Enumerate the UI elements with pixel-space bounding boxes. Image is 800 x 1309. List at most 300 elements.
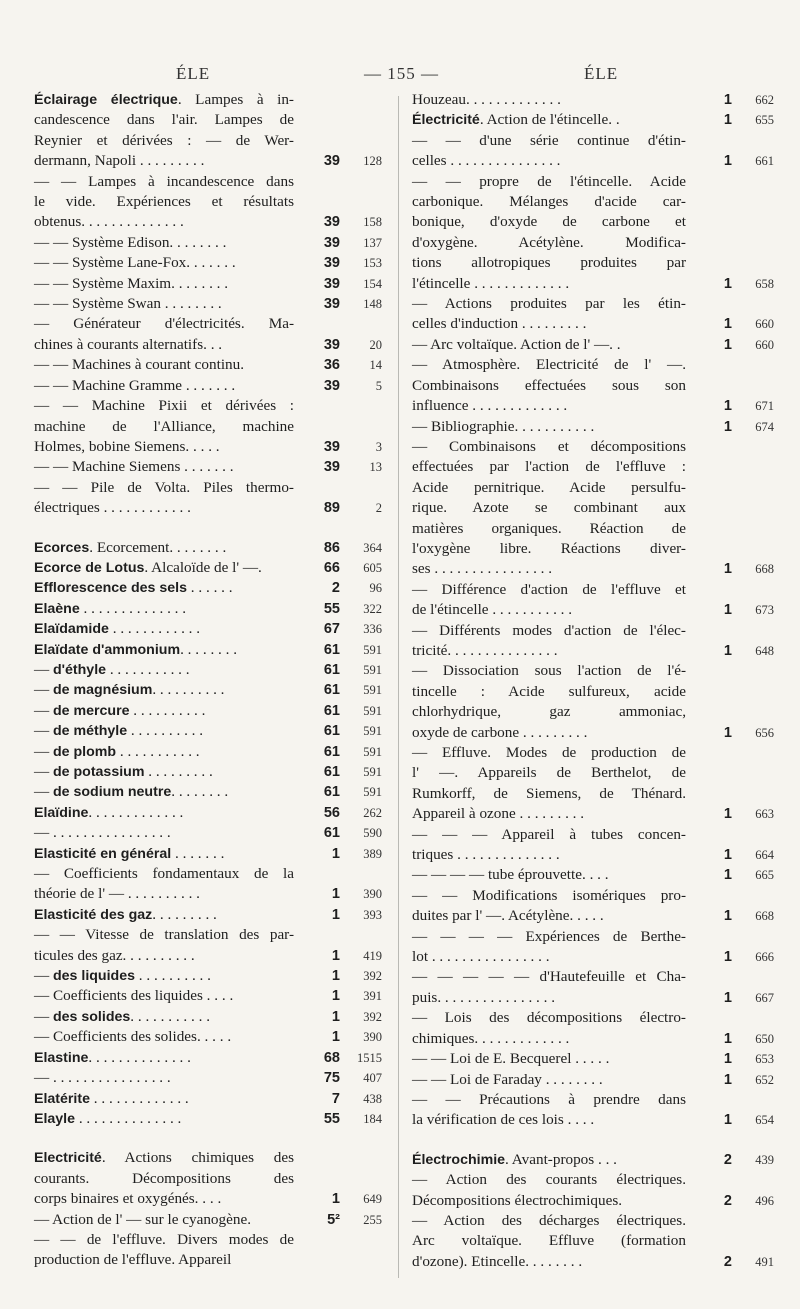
index-entry — [34, 233, 382, 253]
entry-line: — Action des décharges électriques. — [412, 1211, 686, 1229]
page-reference: 128 — [363, 154, 382, 169]
entry-line: — Atmosphère. Electricité de l' —. — [412, 356, 686, 374]
index-entry — [34, 905, 382, 925]
entry-line: — — — — Expériences de Berthe- — [412, 927, 686, 945]
entry-line: machine de l'Alliance, machine — [34, 417, 294, 435]
page-reference: 392 — [363, 969, 382, 984]
volume-number: 39 — [323, 255, 340, 272]
page-reference: 591 — [363, 642, 382, 657]
page-reference: 407 — [363, 1071, 382, 1086]
index-entry — [34, 1230, 382, 1271]
entry-line: rique. Azote se combinant aux — [412, 499, 686, 517]
entry-line: — — Modifications isomériques pro- — [412, 886, 686, 904]
entry-line: Éclairage électrique. Lampes à in- — [34, 91, 294, 108]
page-reference: 389 — [363, 846, 382, 861]
entry-line: puis. . . . . . . . . . . . . . . . — [412, 988, 556, 1006]
page-reference: 650 — [755, 1031, 774, 1046]
entry-line: triques . . . . . . . . . . . . . . — [412, 846, 560, 864]
page-reference: 663 — [755, 807, 774, 822]
entry-line: — Différents modes d'action de l'élec- — [412, 621, 686, 639]
entry-line: électriques . . . . . . . . . . . . — [34, 499, 191, 517]
volume-number: 39 — [323, 336, 340, 353]
volume-number: 1 — [723, 398, 732, 415]
entry-line: Électricité. Action de l'étincelle. . — [412, 111, 620, 129]
entry-line: — — Vitesse de translation des par- — [34, 926, 294, 944]
entry-line: oxyde de carbone . . . . . . . . . — [412, 723, 588, 741]
entry-line: — — — Appareil à tubes concen- — [412, 825, 686, 843]
entry-line: — — Loi de Faraday . . . . . . . . — [412, 1070, 603, 1088]
page-reference: 20 — [369, 337, 382, 352]
volume-number: 1 — [723, 989, 732, 1006]
entry-line: Appareil à ozone . . . . . . . . . — [412, 805, 585, 823]
page-reference: 649 — [363, 1192, 382, 1207]
entry-line: Ecorces. Ecorcement. . . . . . . . — [34, 538, 227, 556]
page-reference: 648 — [755, 643, 774, 658]
entry-line: Reynier et dérivées : — de Wer- — [34, 131, 294, 149]
volume-number: 61 — [323, 641, 340, 658]
volume-number: 2 — [331, 580, 340, 597]
index-entry — [34, 864, 382, 905]
page-number: — 155 — — [364, 64, 439, 83]
entry-line: — Arc voltaïque. Action de l' —. . — [412, 335, 621, 353]
index-entry — [34, 538, 382, 558]
page-reference: 590 — [363, 826, 382, 841]
running-head-left: ÉLE — [176, 64, 211, 83]
page-reference: 255 — [363, 1212, 382, 1227]
entry-line: — Lois des décompositions électro- — [412, 1009, 686, 1027]
page-reference: 673 — [755, 603, 774, 618]
volume-number: 1 — [331, 947, 340, 964]
page-reference: 158 — [363, 215, 382, 230]
page-reference: 666 — [755, 950, 774, 965]
page-reference: 322 — [363, 601, 382, 616]
volume-number: 1 — [331, 886, 340, 903]
index-entry — [34, 376, 382, 396]
entry-line: Elayle . . . . . . . . . . . . . . — [34, 1109, 182, 1127]
entry-line: Electricité. Actions chimiques des — [34, 1149, 294, 1167]
index-entry — [412, 661, 774, 743]
page-reference: 13 — [369, 460, 382, 475]
entry-line: — Coefficients fondamentaux de la — [34, 865, 294, 883]
entry-line: Houzeau. . . . . . . . . . . . . — [412, 91, 561, 108]
volume-number: 1 — [723, 92, 732, 108]
index-entry — [412, 1090, 774, 1131]
volume-number: 2 — [723, 1253, 732, 1270]
volume-number: 1 — [331, 906, 340, 923]
volume-number: 1 — [331, 988, 340, 1005]
page-reference: 153 — [363, 256, 382, 271]
page-reference: 591 — [363, 662, 382, 677]
volume-number: 61 — [323, 723, 340, 740]
volume-number: 1 — [331, 1191, 340, 1208]
entry-line: ses . . . . . . . . . . . . . . . . — [412, 560, 553, 578]
index-entry — [412, 1170, 774, 1211]
entry-line: — Coefficients des solides. . . . . — [34, 1028, 232, 1046]
index-entry — [34, 90, 382, 172]
page-reference: 665 — [755, 868, 774, 883]
volume-number: 1 — [723, 602, 732, 619]
entry-line: — Différence d'action de l'effluve et — [412, 580, 686, 598]
index-entry — [412, 927, 774, 968]
index-entry — [34, 1089, 382, 1109]
volume-number: 39 — [323, 275, 340, 292]
page-reference: 653 — [755, 1052, 774, 1067]
entry-line: tions allotropiques produites par — [412, 254, 686, 272]
entry-line: Efflorescence des sels . . . . . . — [34, 579, 233, 597]
page-reference: 655 — [755, 113, 774, 128]
entry-line: obtenus. . . . . . . . . . . . . . — [34, 213, 184, 231]
index-entry — [34, 680, 382, 700]
entry-line: Elastine. . . . . . . . . . . . . . — [34, 1048, 191, 1066]
entry-line: carbonique. Mélanges d'acide car- — [412, 193, 686, 211]
index-entry — [34, 660, 382, 680]
entry-line: corps binaires et oxygénés. . . . — [34, 1190, 222, 1208]
entry-line: — Action des courants électriques. — [412, 1171, 686, 1189]
index-entry — [412, 1049, 774, 1069]
page-reference: 390 — [363, 887, 382, 902]
entry-line: — Bibliographie. . . . . . . . . . . — [412, 417, 595, 435]
page-reference: 591 — [363, 785, 382, 800]
entry-line: la vérification de ces lois . . . . — [412, 1111, 595, 1129]
page-reference: 390 — [363, 1030, 382, 1045]
volume-number: 61 — [323, 784, 340, 801]
entry-line: effectuées par l'action de l'effluve : — [412, 458, 686, 476]
entry-line: d'oxygène. Acétylène. Modifica- — [412, 233, 686, 251]
volume-number: 61 — [323, 661, 340, 678]
volume-number: 1 — [723, 275, 732, 292]
volume-number: 39 — [323, 153, 340, 170]
entry-line: — — Système Swan . . . . . . . . — [34, 295, 222, 313]
page-reference: 439 — [755, 1152, 774, 1167]
page-reference: 137 — [363, 235, 382, 250]
entry-line: Combinaisons effectuées sous son — [412, 376, 686, 394]
index-entry — [34, 640, 382, 660]
page-reference: 652 — [755, 1072, 774, 1087]
index-entry — [412, 743, 774, 825]
page-reference: 364 — [363, 540, 382, 555]
volume-number: 1 — [331, 968, 340, 985]
running-head-right: ÉLE — [584, 64, 619, 83]
entry-line: — Dissociation sous l'action de l'é- — [412, 662, 686, 680]
entry-line: — de sodium neutre. . . . . . . . — [34, 783, 229, 801]
entry-line: Elaïdine. . . . . . . . . . . . . — [34, 803, 184, 821]
index-entry — [34, 1048, 382, 1068]
page-reference: 1515 — [357, 1050, 382, 1065]
volume-number: 2 — [723, 1151, 732, 1168]
entry-line: — Effluve. Modes de production de — [412, 744, 686, 761]
page-reference: 661 — [755, 154, 774, 169]
entry-line: tincelle : Acide sulfureux, acide — [412, 682, 686, 700]
index-entry — [412, 621, 774, 662]
volume-number: 1 — [331, 1029, 340, 1046]
index-entry — [412, 865, 774, 885]
volume-number: 75 — [323, 1070, 340, 1087]
index-entry — [412, 1008, 774, 1049]
page-reference: 491 — [755, 1254, 774, 1269]
index-entry — [412, 355, 774, 416]
entry-line: l'oxygène libre. Réactions diver- — [412, 539, 686, 557]
page-reference: 262 — [363, 805, 382, 820]
page-reference: 671 — [755, 399, 774, 414]
index-entry — [412, 294, 774, 335]
index-entry — [34, 253, 382, 273]
page-reference: 668 — [755, 909, 774, 924]
entry-line: tricité. . . . . . . . . . . . . . . — [412, 641, 558, 659]
volume-number: 67 — [323, 621, 340, 638]
index-entry — [34, 844, 382, 864]
index-entry — [34, 782, 382, 802]
volume-number: 66 — [323, 559, 340, 576]
volume-number: 1 — [331, 845, 340, 862]
entry-line: — Générateur d'électricités. Ma- — [34, 315, 294, 333]
volume-number: 36 — [323, 357, 340, 374]
index-entry — [412, 172, 774, 294]
entry-line: — Actions produites par les étin- — [412, 295, 686, 313]
index-entry — [34, 172, 382, 233]
index-entry — [34, 619, 382, 639]
page-reference: 96 — [369, 581, 382, 596]
entry-line: — de mercure . . . . . . . . . . — [34, 701, 206, 719]
entry-line: influence . . . . . . . . . . . . . — [412, 397, 568, 415]
volume-number: 39 — [323, 459, 340, 476]
entry-line: — — Machine Gramme . . . . . . . — [34, 376, 236, 394]
page-reference: 419 — [363, 948, 382, 963]
volume-number: 1 — [723, 806, 732, 823]
index-entry — [34, 396, 382, 457]
entry-line: Acide pernitrique. Acide persulfu- — [412, 478, 686, 496]
volume-number: 55 — [323, 600, 340, 617]
index-entry — [34, 314, 382, 355]
volume-number: 61 — [323, 743, 340, 760]
volume-number: 1 — [723, 724, 732, 741]
index-entry — [412, 335, 774, 355]
entry-line: Électrochimie. Avant-propos . . . — [412, 1150, 617, 1168]
page-reference: 438 — [363, 1091, 382, 1106]
page-reference: 674 — [755, 419, 774, 434]
index-entry — [34, 457, 382, 477]
entry-line: Elatérite . . . . . . . . . . . . . — [34, 1089, 189, 1107]
entry-line: théorie de l' — . . . . . . . . . . — [34, 885, 200, 903]
index-entry — [34, 742, 382, 762]
page-reference: 591 — [363, 683, 382, 698]
volume-number: 61 — [323, 702, 340, 719]
page-reference: 496 — [755, 1193, 774, 1208]
entry-line: celles d'induction . . . . . . . . . — [412, 315, 587, 333]
page-reference: 5 — [375, 378, 382, 393]
entry-line: duites par l' —. Acétylène. . . . . — [412, 907, 604, 925]
index-entry — [412, 1150, 774, 1170]
entry-line: l' —. Appareils de Berthelot, de — [412, 764, 686, 782]
entry-line: — Action de l' — sur le cyanogène. — [34, 1210, 251, 1228]
entry-line: — des liquides . . . . . . . . . . — [34, 967, 211, 985]
index-entry — [34, 599, 382, 619]
page-reference: 667 — [755, 990, 774, 1005]
entry-line: chlorhydrique, gaz ammoniac, — [412, 703, 686, 721]
volume-number: 5² — [327, 1211, 340, 1228]
entry-line: Elaïdate d'ammonium. . . . . . . . — [34, 640, 238, 658]
right-column — [412, 90, 774, 1272]
index-entry — [34, 721, 382, 741]
volume-number: 1 — [723, 1112, 732, 1129]
entry-line: — — propre de l'étincelle. Acide — [412, 172, 686, 190]
entry-line: — — Machine Siemens . . . . . . . — [34, 458, 234, 476]
entry-line: celles . . . . . . . . . . . . . . . — [412, 152, 561, 170]
index-entry — [34, 294, 382, 314]
index-entry — [34, 823, 382, 843]
volume-number: 56 — [323, 804, 340, 821]
entry-line: — de méthyle . . . . . . . . . . — [34, 722, 204, 740]
entry-line: — — Système Edison. . . . . . . . — [34, 233, 227, 251]
index-entry — [34, 762, 382, 782]
entry-line: Arc voltaïque. Effluve (formation — [412, 1232, 686, 1250]
page-reference: 392 — [363, 1009, 382, 1024]
entry-line: — — de l'effluve. Divers modes de — [34, 1230, 294, 1248]
entry-line: bonique, d'oxyde de carbone et — [412, 213, 686, 231]
index-entry — [34, 558, 382, 578]
entry-line: ticules des gaz. . . . . . . . . . — [34, 946, 195, 964]
entry-line: — de plomb . . . . . . . . . . . — [34, 742, 200, 760]
entry-line: chines à courants alternatifs. . . — [34, 335, 223, 353]
entry-line: — — Système Maxim. . . . . . . . — [34, 274, 229, 292]
entry-line: — des solides. . . . . . . . . . . — [34, 1007, 210, 1025]
index-entry — [34, 1148, 382, 1209]
page-reference: 605 — [363, 560, 382, 575]
volume-number: 1 — [723, 112, 732, 129]
volume-number: 1 — [723, 336, 732, 353]
entry-line: dermann, Napoli . . . . . . . . . — [34, 152, 205, 170]
page-reference: 2 — [375, 501, 382, 516]
index-entry — [412, 1070, 774, 1090]
volume-number: 1 — [331, 1008, 340, 1025]
page-reference: 336 — [363, 622, 382, 637]
entry-line: — — — — tube éprouvette. . . . — [412, 866, 609, 884]
volume-number: 1 — [723, 1071, 732, 1088]
entry-line: production de l'effluve. Appareil — [34, 1251, 232, 1269]
volume-number: 68 — [323, 1049, 340, 1066]
page-reference: 591 — [363, 765, 382, 779]
index-entry — [412, 417, 774, 437]
page-reference: 656 — [755, 725, 774, 740]
entry-line: — — Machines à courant continu. — [34, 356, 245, 374]
volume-number: 1 — [723, 908, 732, 925]
volume-number: 1 — [723, 418, 732, 435]
index-entry — [412, 90, 774, 110]
volume-number: 39 — [323, 296, 340, 313]
entry-line: — de potassium . . . . . . . . . — [34, 763, 213, 780]
volume-number: 1 — [723, 949, 732, 966]
volume-number: 1 — [723, 1030, 732, 1047]
index-entry — [34, 578, 382, 598]
entry-line: — d'éthyle . . . . . . . . . . . — [34, 660, 190, 678]
page-reference: 662 — [755, 93, 774, 107]
page-reference: 591 — [363, 724, 382, 739]
page-reference: 3 — [375, 439, 382, 454]
index-entry — [412, 825, 774, 866]
page-reference: 391 — [363, 989, 382, 1004]
entry-line: — — Précautions à prendre dans — [412, 1090, 686, 1108]
page-reference: 154 — [363, 276, 382, 291]
entry-line: — — — — — d'Hautefeuille et Cha- — [412, 968, 686, 986]
entry-line: — de magnésium. . . . . . . . . . — [34, 681, 225, 699]
index-entry — [34, 478, 382, 519]
page-reference: 660 — [755, 317, 774, 332]
index-entry — [34, 274, 382, 294]
index-entry — [34, 1007, 382, 1027]
entry-line: Elaène . . . . . . . . . . . . . . — [34, 599, 187, 617]
volume-number: 39 — [323, 438, 340, 455]
entry-line: — — Lampes à incandescence dans — [34, 172, 294, 190]
page-reference: 654 — [755, 1113, 774, 1128]
volume-number: 1 — [723, 561, 732, 578]
index-entry — [34, 966, 382, 986]
entry-line: — — d'une série continue d'étin- — [412, 131, 686, 149]
entry-line: Ecorce de Lotus. Alcaloïde de l' —. — [34, 558, 262, 576]
entry-line: Elaïdamide . . . . . . . . . . . . — [34, 620, 201, 638]
entry-line: l'étincelle . . . . . . . . . . . . . — [412, 274, 570, 292]
index-entry — [412, 131, 774, 172]
volume-number: 89 — [323, 500, 340, 517]
volume-number: 55 — [323, 1110, 340, 1127]
left-column — [34, 90, 382, 1271]
volume-number: 2 — [723, 1192, 732, 1209]
index-entry — [412, 1211, 774, 1272]
entry-line: — — Machine Pixii et dérivées : — [34, 397, 294, 415]
volume-number: 61 — [323, 825, 340, 842]
index-entry — [412, 967, 774, 1008]
volume-number: 1 — [723, 847, 732, 864]
page-reference: 668 — [755, 562, 774, 577]
volume-number: 39 — [323, 214, 340, 231]
page-reference: 393 — [363, 907, 382, 922]
page-reference: 14 — [369, 358, 382, 373]
index-entry — [34, 1210, 382, 1230]
entry-line: — — Loi de E. Becquerel . . . . . — [412, 1050, 610, 1068]
entry-line: Holmes, bobine Siemens. . . . . — [34, 437, 220, 455]
volume-number: 1 — [723, 153, 732, 170]
index-entry — [34, 701, 382, 721]
index-entry — [34, 803, 382, 823]
entry-line: d'ozone). Etincelle. . . . . . . . — [412, 1252, 583, 1270]
entry-line: candescence dans l'air. Lampes de — [34, 111, 294, 129]
volume-number: 61 — [323, 764, 340, 780]
page-reference: 184 — [363, 1111, 382, 1126]
entry-line: — Coefficients des liquides . . . . — [34, 987, 234, 1005]
index-entry — [34, 1068, 382, 1088]
entry-line: Elasticité des gaz. . . . . . . . . — [34, 905, 217, 923]
entry-line: courants. Décompositions des — [34, 1169, 294, 1187]
entry-line: lot . . . . . . . . . . . . . . . . — [412, 948, 550, 966]
entry-line: matières organiques. Réaction de — [412, 519, 686, 537]
volume-number: 1 — [723, 642, 732, 659]
index-entry — [412, 437, 774, 580]
entry-line: — — Pile de Volta. Piles thermo- — [34, 478, 294, 496]
entry-line: — Combinaisons et décompositions — [412, 437, 686, 455]
index-entry — [34, 1109, 382, 1129]
index-entry — [34, 986, 382, 1006]
entry-line: — . . . . . . . . . . . . . . . . — [34, 824, 171, 842]
index-entry — [34, 1027, 382, 1047]
volume-number: 1 — [723, 867, 732, 884]
entry-line: Rumkorff, de Siemens, de Thénard. — [412, 784, 686, 802]
entry-line: Elasticité en général . . . . . . . — [34, 844, 225, 862]
entry-line: chimiques. . . . . . . . . . . . . — [412, 1029, 570, 1047]
index-entry — [412, 580, 774, 621]
entry-line: — — Système Lane-Fox. . . . . . . — [34, 254, 236, 272]
page-reference: 591 — [363, 703, 382, 718]
entry-line: Décompositions électrochimiques. — [412, 1191, 623, 1209]
volume-number: 86 — [323, 539, 340, 556]
page-reference: 664 — [755, 848, 774, 863]
